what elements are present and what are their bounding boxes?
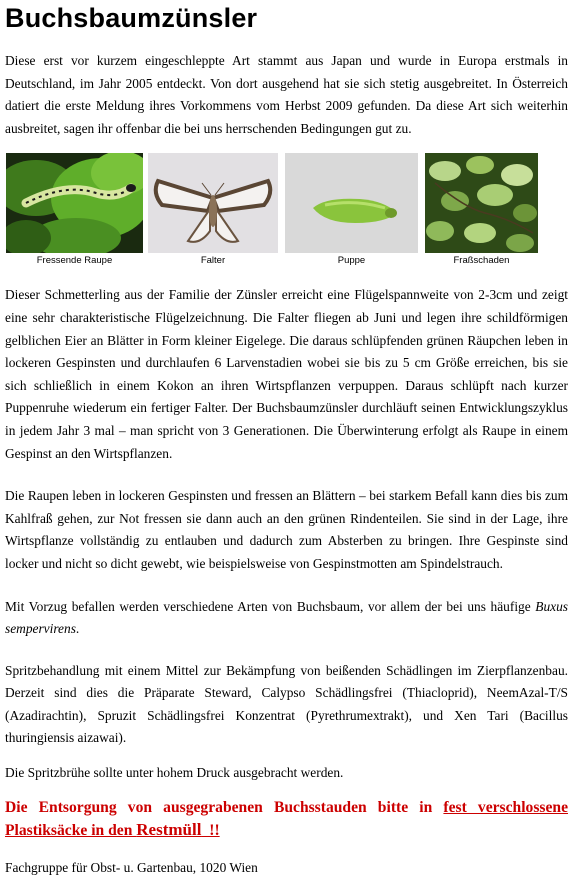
photo-strip <box>5 153 568 271</box>
warning-exclamation: !! <box>201 821 220 839</box>
photo-caption: Falter <box>200 255 226 267</box>
article <box>5 0 568 879</box>
photo-moth <box>148 153 278 267</box>
footer-source: Fachgruppe für Obst- u. Gartenbau, 1020 Wien <box>5 859 258 875</box>
spray-pressure-note: Die Spritzbrühe sollte unter hohem Druck ausgebracht werden. <box>5 765 344 781</box>
photo-feeding-damage <box>425 153 538 267</box>
host-plants-end: . <box>75 621 80 637</box>
damage-image <box>425 153 538 253</box>
photo-caption: Fressende Raupe <box>36 255 113 267</box>
page-title: Buchsbaumzünsler <box>5 3 258 33</box>
warning-underlined-text: fest verschlossene Plastiksäcke in den <box>5 798 568 839</box>
photo-caption: Puppe <box>337 255 366 267</box>
lifecycle-paragraph: Dieser Schmetterling aus der Familie der Zünsler erreicht eine Flügelspannweite von 2-3cm und zeigt eine sehr charakteristische Flügelzeichnung. Die Falter fliegen ab Juni und legen ihre schildförmigen gelblichen Eier an Blätter in Form kleiner Eigelege. Die daraus schlüpfenden grünen Räupchen leben in lockeren Gespinsten und durchlaufen 6 Larvenstadien wobei sie bis zu 5 cm Größe erreichen, bis sie sich schließlich in einem Kokon an ihren Wirtspflanzen verpuppen. Daraus schlüpft nach kurzer Puppenruhe wiederum ein fertiger Falter. Der Buchsbaumzünsler durchläuft seinen Entwicklungszyklus in jedem Jahr 3 mal – man spricht von 3 Generationen. Die Überwinterung erfolgt als Raupe in einem Gespinst an den Wirtspflanzen. <box>5 287 568 461</box>
host-plants-text: Mit Vorzug befallen werden verschiedene Arten von Buchsbaum, vor allem der bei uns häufige <box>5 598 536 614</box>
damage-paragraph: Die Raupen leben in lockeren Gespinsten und fressen an Blättern – bei starkem Befall kann dies bis zum Kahlfraß gehen, zur Not fressen sie dann auch an den grünen Rindenteilen. Sie sind in der Lage, ihre Wirtspflanze vollständig zu entlauben und dadurch zum Absterben zu bringen. Ihre Gespinste sind locker und nicht so dicht gewebt, wie beispielsweise von Gespinstmotten am Spindelstrauch. <box>5 488 568 571</box>
pupa-image <box>285 153 418 253</box>
photo-caption: Fraßschaden <box>453 255 510 267</box>
warning-restmuell: Restmüll <box>136 819 202 839</box>
warning-text-start: Die Entsorgung von ausgegrabenen Buchsstauden bitte in <box>5 798 444 816</box>
treatment-paragraph: Spritzbehandlung mit einem Mittel zur Bekämpfung von beißenden Schädlingen im Zierpflanzenbau. Derzeit sind dies die Präparate Steward, Calypso Schädlingsfrei (Thiacloprid), NeemAzal-T/S (Azadirachtin), Spruzit Schädlingsfrei Konzentrat (Pyrethrumextrakt), und Xen Tari (Bacillus thuringiensis aizawai). <box>5 662 568 746</box>
moth-image <box>148 153 278 253</box>
host-species-name: Buxus sempervirens <box>5 598 568 637</box>
host-plants-paragraph <box>5 596 568 641</box>
disposal-warning <box>5 797 568 842</box>
photo-feeding-caterpillar <box>6 153 143 267</box>
caterpillar-image <box>6 153 143 253</box>
photo-pupa <box>285 153 418 267</box>
intro-paragraph: Diese erst vor kurzem eingeschleppte Art stammt aus Japan und wurde in Europa erstmals in Deutschland, im Jahr 2005 entdeckt. Von dort ausgehend hat sie sich stetig ausgebreitet. In Österreich datiert die erste Meldung ihres Vorkommens vom Herbst 2009 gefunden. Da diese Art sich weiterhin ausbreitet, sagen ihr offenbar die bei uns herrschenden Bedingungen gut zu. <box>5 53 568 136</box>
